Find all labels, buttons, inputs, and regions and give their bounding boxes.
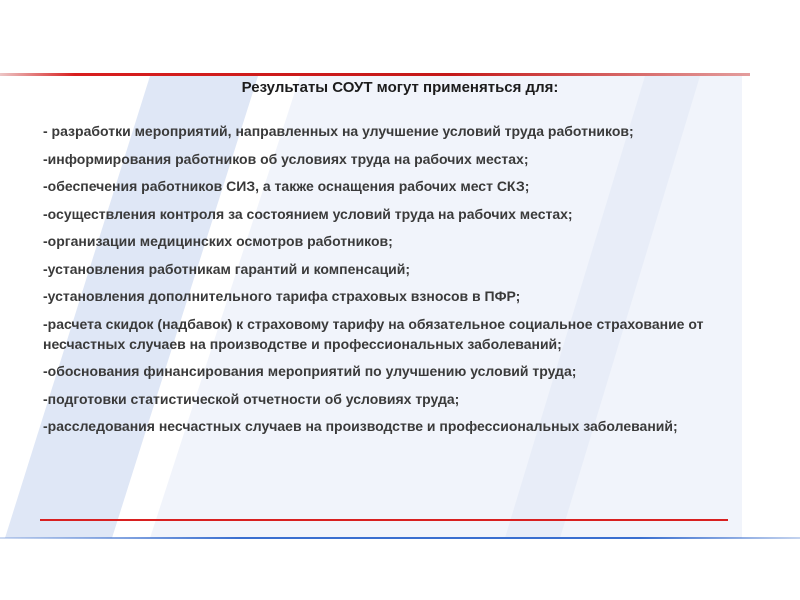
list-item: -расчета скидок (надбавок) к страховому тарифу на обязательное социальное страхование от несчастных случаев на производстве и профессиональных заболеваний;: [43, 315, 704, 352]
list-item: - разработки мероприятий, направленных на улучшение условий труда работников;: [43, 123, 634, 139]
list-item: -установления дополнительного тарифа страховых взносов в ПФР;: [43, 288, 521, 304]
list-item: -осуществления контроля за состоянием условий труда на рабочих местах;: [43, 205, 573, 222]
list-item: -обеспечения работников СИЗ, а также оснащения рабочих мест СКЗ;: [43, 178, 530, 194]
list-item: -установления работникам гарантий и компенсаций;: [43, 260, 411, 277]
list-item: -подготовки статистической отчетности об условиях труда;: [43, 390, 460, 407]
slide-title: Результаты СОУТ могут применяться для:: [241, 79, 559, 96]
list-item: -информирования работников об условиях труда на рабочих местах;: [43, 150, 529, 167]
list-item: -организации медицинских осмотров работников;: [43, 233, 393, 249]
list-item: -расследования несчастных случаев на производстве и профессиональных заболеваний;: [43, 418, 678, 434]
list-item: -обоснования финансирования мероприятий по улучшению условий труда;: [43, 363, 577, 379]
applications-list: [43, 121, 755, 444]
